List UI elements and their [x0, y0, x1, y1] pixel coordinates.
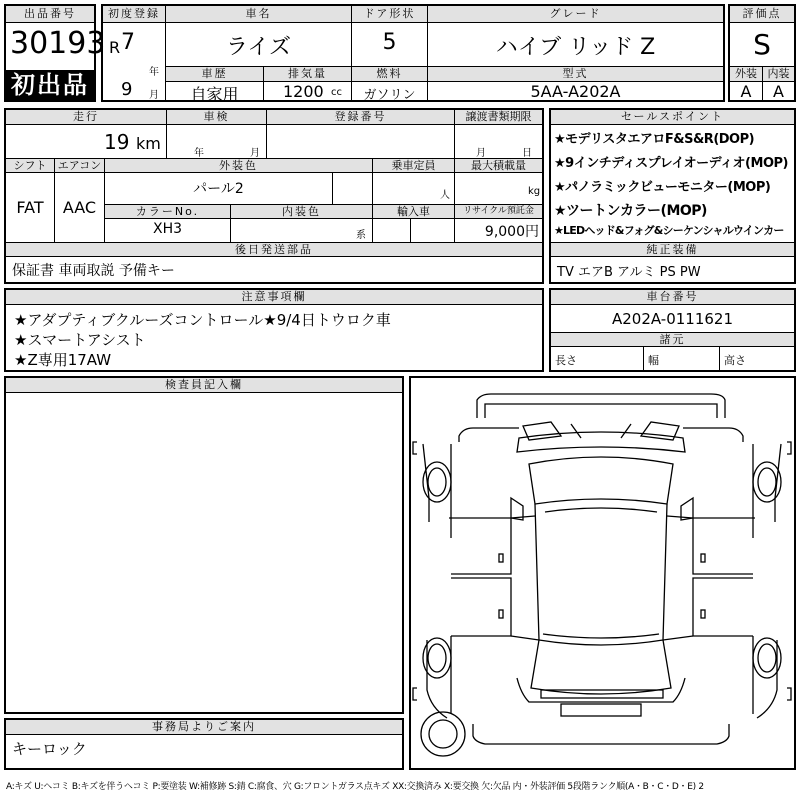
- ext-color-label: 外装色: [105, 159, 372, 172]
- displacement: 1200: [283, 82, 324, 101]
- color-no-label: カラーNo.: [105, 205, 230, 218]
- car-diagram: [411, 378, 794, 768]
- doors: 5: [382, 30, 397, 55]
- history-label: 車歴: [166, 67, 263, 81]
- recycle: 9,000円: [484, 224, 539, 240]
- dims-label: 諸元: [551, 333, 794, 346]
- grade: ハイブ リッド Z: [495, 35, 656, 60]
- mileage-label: 走行: [6, 110, 166, 124]
- chassis-number: A202A-0111621: [611, 310, 734, 328]
- ac: AAC: [62, 198, 97, 217]
- max-load-unit: kg: [528, 186, 541, 197]
- year-unit: 年: [149, 67, 159, 78]
- score-label: 評価点: [730, 6, 794, 22]
- grade-label: グレード: [428, 6, 723, 22]
- ac-label: エアコン: [55, 159, 104, 172]
- lot-label: 出品番号: [6, 6, 94, 22]
- sales-point-3: ★パノラミックビューモニター(MOP): [554, 180, 771, 195]
- note-line-2: ★スマートアシスト: [14, 331, 146, 349]
- mileage-unit: km: [136, 134, 161, 153]
- exterior-grade: A: [740, 82, 752, 101]
- inspection-year-unit: 年: [194, 148, 204, 159]
- chassis-box: [549, 288, 796, 372]
- shift: FAT: [16, 198, 44, 217]
- office-value: キーロック: [12, 740, 87, 758]
- office-label: 事務局よりご案内: [6, 720, 402, 734]
- sales-point-4: ★ツートンカラー(MOP): [554, 203, 707, 219]
- inspection-month-unit: 月: [250, 148, 260, 159]
- inspection-label: 車検: [167, 110, 266, 124]
- int-color-label: 内装色: [231, 205, 372, 218]
- model-label: 型式: [428, 67, 723, 81]
- exterior-label: 外装: [730, 67, 762, 81]
- transfer-day: 日: [522, 148, 532, 159]
- note-line-1: ★アダプティブクルーズコントロール★9/4日トウロク車: [14, 311, 391, 329]
- sales-points-box: [549, 108, 796, 284]
- shift-label: シフト: [6, 159, 54, 172]
- transfer-month: 月: [476, 148, 486, 159]
- score: S: [753, 28, 771, 61]
- note-line-3: ★Z専用17AW: [14, 351, 112, 369]
- recycle-label: リサイクル預託金: [455, 205, 542, 218]
- model: 5AA-A202A: [530, 82, 621, 101]
- lot-number: 30193: [10, 26, 106, 61]
- height-label: 高さ: [724, 354, 746, 367]
- score-box: [728, 4, 796, 102]
- era: R: [109, 38, 121, 57]
- later-parts-label: 後日発送部品: [6, 243, 542, 256]
- car-name-label: 車名: [166, 6, 351, 22]
- max-load-label: 最大積載量: [455, 159, 542, 172]
- main-header-box: [101, 4, 725, 102]
- sales-points-label: セールスポイント: [551, 110, 794, 124]
- legend: A:キズ U:ヘコミ B:キズを伴うヘコミ P:要塗装 W:補修跡 S:錆 C:腐食、穴 G:フロントガラス点キズ XX:交換済み X:要交換 欠:欠品 内・外装評価 5段階ランク順(A・B・C・D・E) 2: [6, 782, 704, 792]
- office-box: [4, 718, 404, 770]
- first-listing-badge: 初出品: [6, 70, 94, 100]
- length-label: 長さ: [555, 354, 577, 367]
- transfer-label: 譲渡書類期限: [455, 110, 542, 124]
- sales-point-5: ★LEDヘッド&フォグ&シーケンシャルウインカー: [554, 224, 784, 237]
- notes-label: 注意事項欄: [6, 290, 542, 304]
- door-label: ドア形状: [352, 6, 427, 22]
- inspector-label: 検査員記入欄: [6, 378, 402, 392]
- capacity-label: 乗車定員: [373, 159, 454, 172]
- equipment-label: 純正装備: [551, 243, 794, 256]
- interior-label: 内装: [763, 67, 794, 81]
- interior-grade: A: [773, 82, 784, 101]
- import-label: 輸入車: [373, 205, 454, 218]
- displacement-label: 排気量: [264, 67, 351, 81]
- inspector-box: [4, 376, 404, 714]
- car-diagram-box: [409, 376, 796, 770]
- later-parts: 保証書 車両取説 予備キー: [12, 263, 175, 279]
- month: 9: [121, 79, 133, 100]
- fuel: ガソリン: [363, 88, 416, 103]
- ext-color: パール2: [193, 181, 244, 197]
- sales-point-1: ★モデリスタエアロF&S&R(DOP): [554, 132, 755, 147]
- capacity-unit: 人: [440, 190, 450, 201]
- displacement-unit: cc: [331, 87, 342, 98]
- month-unit: 月: [149, 90, 159, 101]
- info-box: [4, 108, 544, 284]
- int-color-unit: 系: [356, 230, 366, 241]
- fuel-label: 燃料: [352, 67, 427, 81]
- notes-box: [4, 288, 544, 372]
- sales-point-2: ★9インチディスプレイオーディオ(MOP): [554, 156, 788, 171]
- history: 自家用: [190, 85, 239, 104]
- first-reg-label: 初度登録: [103, 6, 165, 22]
- equipment: TV エアB アルミ PS PW: [557, 265, 701, 280]
- year: 7: [121, 30, 135, 55]
- color-no: XH3: [152, 221, 183, 237]
- car-name: ライズ: [225, 35, 292, 60]
- width-label: 幅: [648, 354, 659, 367]
- reg-number-label: 登録番号: [267, 110, 454, 124]
- lot-box: [4, 4, 106, 102]
- mileage: 19: [104, 130, 130, 154]
- chassis-label: 車台番号: [551, 290, 794, 304]
